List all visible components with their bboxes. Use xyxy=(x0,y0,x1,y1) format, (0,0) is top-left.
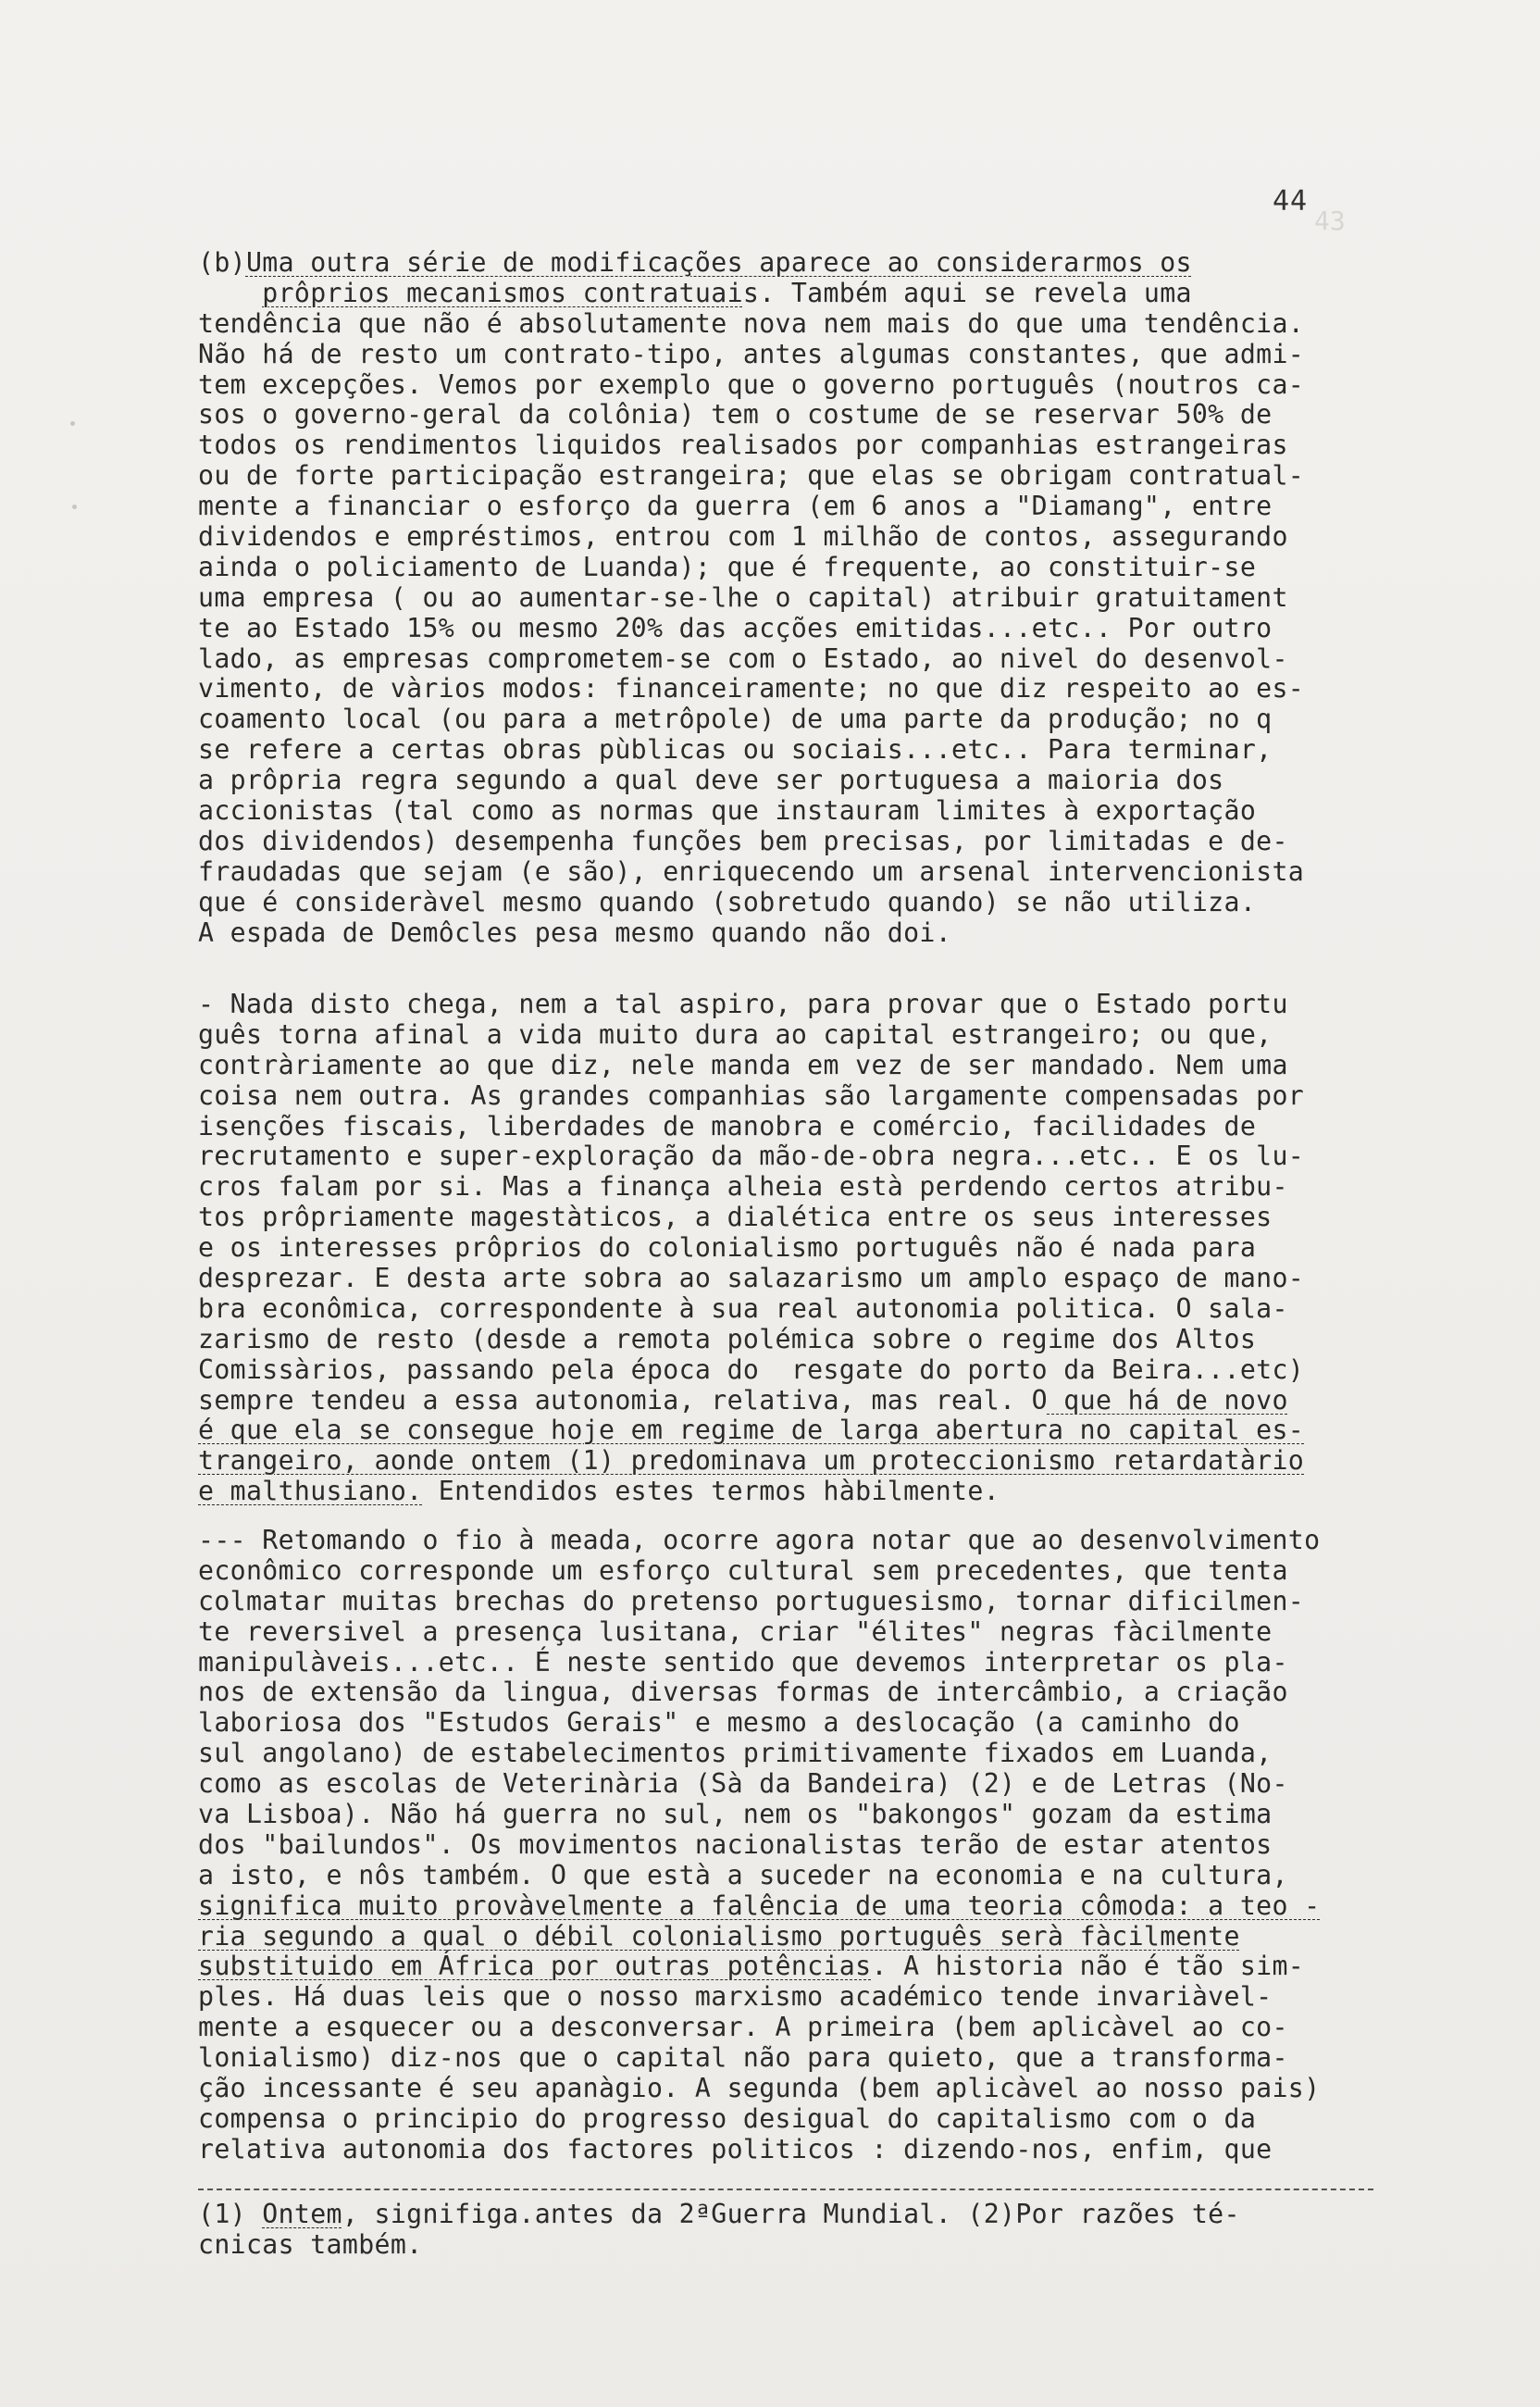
footnote-separator xyxy=(198,2189,1373,2190)
underlined-text: trangeiro, aonde ontem (1) predominava um proteccionismo retardatàrio xyxy=(198,1445,1305,1477)
text-line: accionistas (tal como as normas que instauram limites à exportação xyxy=(198,795,1257,827)
text-line: (1) Ontem, signifiga.antes da 2ªGuerra Mundial. (2)Por razões té- xyxy=(198,2199,1240,2229)
text-line: sul angolano) de estabelecimentos primitivamente fixados em Luanda, xyxy=(198,1738,1273,1769)
paragraph-b xyxy=(198,248,1401,948)
text-line: fraudadas que sejam (e são), enriquecendo um arsenal intervencionista xyxy=(198,855,1305,887)
text-line: que é consideràvel mesmo quando (sobretudo quando) se não utiliza. xyxy=(198,886,1257,917)
underlined-text: e malthusiano. xyxy=(198,1476,423,1507)
text-line: Comissàrios, passando pela época do resgate do porto da Beira...etc) xyxy=(198,1353,1305,1385)
text-line: tos prôpriamente magestàticos, a dialética entre os seus interesses xyxy=(198,1202,1273,1233)
text-line: --- Retomando o fio à meada, ocorre agora notar que ao desenvolvimento xyxy=(198,1525,1321,1555)
text-line: Não há de resto um contrato-tipo, antes algumas constantes, que admi- xyxy=(198,338,1305,369)
text-line: ou de forte participação estrangeira; que elas se obrigam contratual- xyxy=(198,460,1305,492)
margin-speck xyxy=(72,505,77,509)
underlined-text: Ontem xyxy=(262,2199,342,2229)
text-line: zarismo de resto (desde a remota polémica sobre o regime dos Altos xyxy=(198,1323,1257,1354)
text-line: coamento local (ou para a metrôpole) de uma parte da produção; no q xyxy=(198,704,1273,735)
margin-speck xyxy=(70,421,75,426)
text-line: ples. Há duas leis que o nosso marxismo académico tende invariàvel- xyxy=(198,1981,1273,2013)
text-line: nos de extensão da lingua, diversas formas de intercâmbio, a criação xyxy=(198,1677,1288,1708)
underlined-text: é que ela se consegue hoje em regime de larga abertura no capital es- xyxy=(198,1415,1305,1446)
text-line: ainda o policiamento de Luanda); que é frequente, ao constituir-se xyxy=(198,551,1257,582)
underlined-text: prôprios mecanismos contratuai xyxy=(262,277,743,308)
text-line: ção incessante é seu apanàgio. A segunda (bem aplicàvel ao nosso pais) xyxy=(198,2073,1321,2104)
text-line: prôprios mecanismos contratuais. Também aqui se revela uma xyxy=(262,277,1192,308)
text-line: dos "bailundos". Os movimentos nacionalistas terão de estar atentos xyxy=(198,1828,1273,1860)
text-line: te ao Estado 15% ou mesmo 20% das acções emitidas...etc.. Por outro xyxy=(198,612,1273,643)
paragraph-3 xyxy=(198,1526,1401,2165)
text-line: laboriosa dos "Estudos Gerais" e mesmo a deslocação (a caminho do xyxy=(198,1707,1240,1739)
text-line: cros falam por si. Mas a finança alheia està perdendo certos atribu- xyxy=(198,1171,1288,1203)
text-line: (b)Uma outra série de modificações aparece ao considerarmos os xyxy=(198,247,1192,278)
text-line: contràriamente ao que diz, nele manda em vez de ser mandado. Nem uma xyxy=(198,1049,1288,1080)
text-line: e os interesses prôprios do colonialismo português não é nada para xyxy=(198,1232,1257,1264)
text-line: se refere a certas obras pùblicas ou sociais...etc.. Para terminar, xyxy=(198,734,1273,766)
text-line: bra econômica, correspondente à sua real autonomia politica. O sala- xyxy=(198,1292,1288,1324)
footnote xyxy=(198,2200,1401,2261)
text-line: relativa autonomia dos factores politicos : dizendo-nos, enfim, que xyxy=(198,2133,1273,2164)
page-number: 44 xyxy=(1273,185,1309,218)
text-line: guês torna afinal a vida muito dura ao capital estrangeiro; ou que, xyxy=(198,1018,1273,1050)
text-line: vimento, de vàrios modos: financeiramente; no que diz respeito ao es- xyxy=(198,673,1305,705)
text-line: como as escolas de Veterinària (Sà da Bandeira) (2) e de Letras (No- xyxy=(198,1768,1288,1800)
text-line xyxy=(198,1446,1401,1477)
text-line: sos o governo-geral da colônia) tem o costume de se reservar 50% de xyxy=(198,399,1273,430)
text-line: - Nada disto chega, nem a tal aspiro, para provar que o Estado portu xyxy=(198,989,1288,1019)
text-line: a isto, e nôs também. O que està a suceder na economia e na cultura, xyxy=(198,1859,1288,1890)
text-line: econômico corresponde um esforço cultural sem precedentes, que tenta xyxy=(198,1554,1288,1586)
text-line: cnicas também. xyxy=(198,2228,423,2260)
text-line xyxy=(198,1416,1401,1446)
text-line: mente a financiar o esforço da guerra (em 6 anos a "Diamang", entre xyxy=(198,491,1273,522)
text-line: substituido em África por outras potências. A historia não é tão sim- xyxy=(198,1951,1305,1982)
text-line: te reversivel a presença lusitana, criar "élites" negras fàcilmente xyxy=(198,1615,1273,1647)
text-line: tem excepções. Vemos por exemplo que o governo português (noutros ca- xyxy=(198,368,1305,400)
underlined-text: significa muito provàvelmente a falência de uma teoria cômoda: a teo - xyxy=(198,1889,1321,1921)
text-line: sempre tendeu a essa autonomia, relativa, mas real. O que há de novo xyxy=(198,1384,1288,1416)
text-line: uma empresa ( ou ao aumentar-se-lhe o capital) atribuir gratuitament xyxy=(198,581,1288,613)
underlined-text: Uma outra série de modificações aparece ao considerarmos os xyxy=(245,247,1192,278)
underlined-text: que há de novo xyxy=(1047,1384,1288,1416)
text-line: isenções fiscais, liberdades de manobra e comércio, facilidades de xyxy=(198,1110,1257,1141)
text-line: a prôpria regra segundo a qual deve ser portuguesa a maioria dos xyxy=(198,765,1224,796)
faint-bleedthrough-mark: 43 xyxy=(1314,206,1346,236)
text-line: manipulàveis...etc.. É neste sentido que devemos interpretar os pla- xyxy=(198,1646,1288,1677)
text-line: dividendos e empréstimos, entrou com 1 milhão de contos, assegurando xyxy=(198,521,1288,553)
text-line: colmatar muitas brechas do pretenso portuguesismo, tornar dificilmen- xyxy=(198,1585,1305,1616)
text-line: mente a esquecer ou a desconversar. A primeira (bem aplicàvel ao co- xyxy=(198,2012,1288,2043)
text-line xyxy=(198,1922,1401,1952)
text-line: va Lisboa). Não há guerra no sul, nem os "bakongos" gozam da estima xyxy=(198,1799,1273,1830)
text-line xyxy=(198,1891,1401,1922)
text-line: compensa o principio do progresso desigual do capitalismo com o da xyxy=(198,2102,1257,2134)
underlined-text: substituido em África por outras potências xyxy=(198,1951,872,1982)
text-line: coisa nem outra. As grandes companhias são largamente compensadas por xyxy=(198,1079,1305,1111)
text-line: lonialismo) diz-nos que o capital não para quieto, que a transforma- xyxy=(198,2042,1288,2074)
text-line: tendência que não é absolutamente nova nem mais do que uma tendência. xyxy=(198,307,1305,339)
underlined-text: ria segundo a qual o débil colonialismo português serà fàcilmente xyxy=(198,1920,1240,1952)
text-line: recrutamento e super-exploração da mão-de-obra negra...etc.. E os lu- xyxy=(198,1141,1305,1172)
text-line: desprezar. E desta arte sobra ao salazarismo um amplo espaço de mano- xyxy=(198,1263,1305,1294)
text-line: dos dividendos) desempenha funções bem precisas, por limitadas e de- xyxy=(198,825,1288,856)
text-line: e malthusiano. Entendidos estes termos hàbilmente. xyxy=(198,1476,1000,1507)
text-line: todos os rendimentos liquidos realisados por companhias estrangeiras xyxy=(198,430,1288,461)
paragraph-2 xyxy=(198,990,1401,1507)
text-line: A espada de Demôcles pesa mesmo quando não doi. xyxy=(198,917,952,948)
text-line: lado, as empresas comprometem-se com o Estado, ao nivel do desenvol- xyxy=(198,642,1288,674)
